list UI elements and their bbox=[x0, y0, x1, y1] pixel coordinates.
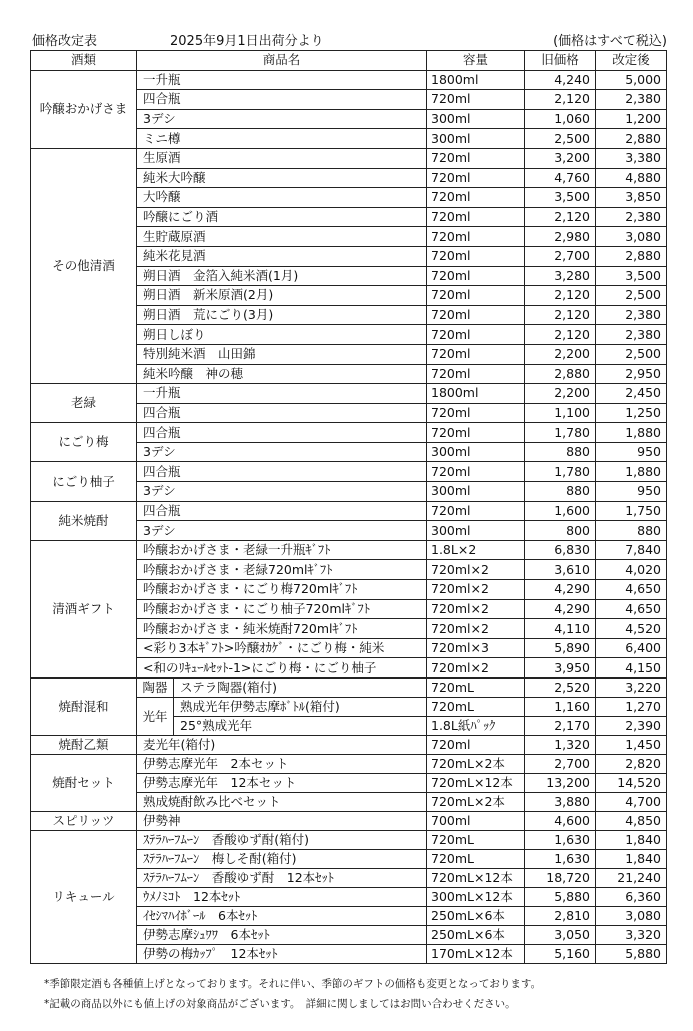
table-row bbox=[31, 812, 667, 831]
old-price-cell: 2,200 bbox=[525, 344, 596, 364]
volume-cell: 720ml bbox=[427, 227, 525, 247]
product-name: 吟醸おかげさま・老緑一升瓶ｷﾞﾌﾄ bbox=[137, 540, 427, 560]
old-price-cell: 3,200 bbox=[525, 148, 596, 168]
new-price-cell: 4,850 bbox=[596, 812, 667, 831]
volume-cell: 300ml bbox=[427, 109, 525, 129]
old-price-cell: 4,240 bbox=[525, 70, 596, 90]
volume-cell: 1.8L×2 bbox=[427, 540, 525, 560]
new-price-cell: 3,500 bbox=[596, 266, 667, 286]
volume-cell: 700ml bbox=[427, 812, 525, 831]
volume-cell: 720ml bbox=[427, 462, 525, 482]
new-price-cell: 1,200 bbox=[596, 109, 667, 129]
new-price-cell: 2,380 bbox=[596, 325, 667, 345]
product-name: 特別純米酒 山田錦 bbox=[137, 344, 427, 364]
new-price-cell: 7,840 bbox=[596, 540, 667, 560]
product-name: <和のﾘｷｭｰﾙｾｯﾄ-1>にごり梅・にごり柚子 bbox=[137, 658, 427, 678]
volume-cell: 720mL×2本 bbox=[427, 755, 525, 774]
old-price-cell: 1,160 bbox=[525, 698, 596, 717]
volume-cell: 1800ml bbox=[427, 384, 525, 404]
old-price-cell: 1,630 bbox=[525, 850, 596, 869]
product-name: 純米吟醸 神の穂 bbox=[137, 364, 427, 384]
old-price-cell: 5,160 bbox=[525, 945, 596, 964]
new-price-cell: 1,270 bbox=[596, 698, 667, 717]
old-price-cell: 1,780 bbox=[525, 423, 596, 443]
old-price-cell: 1,600 bbox=[525, 501, 596, 521]
old-price-cell: 4,290 bbox=[525, 580, 596, 600]
product-name: 四合瓶 bbox=[137, 462, 427, 482]
volume-cell: 720mL bbox=[427, 679, 525, 698]
new-price-cell: 5,000 bbox=[596, 70, 667, 90]
subcategory-cell: 光年 bbox=[137, 698, 174, 736]
volume-cell: 300ml bbox=[427, 482, 525, 502]
category-cell: 焼酎セット bbox=[31, 755, 137, 812]
product-name: 四合瓶 bbox=[137, 501, 427, 521]
new-price-cell: 2,880 bbox=[596, 129, 667, 149]
old-price-cell: 2,810 bbox=[525, 907, 596, 926]
old-price-cell: 2,200 bbox=[525, 384, 596, 404]
volume-cell: 720ml bbox=[427, 286, 525, 306]
old-price-cell: 13,200 bbox=[525, 774, 596, 793]
product-name: ｲｾｼﾏﾊｲﾎﾞｰﾙ 6本ｾｯﾄ bbox=[137, 907, 427, 926]
category-cell: リキュール bbox=[31, 831, 137, 964]
category-cell: にごり梅 bbox=[31, 423, 137, 462]
old-price-cell: 5,880 bbox=[525, 888, 596, 907]
new-price-cell: 3,850 bbox=[596, 188, 667, 208]
column-header-product: 商品名 bbox=[137, 51, 427, 71]
new-price-cell: 1,750 bbox=[596, 501, 667, 521]
volume-cell: 720ml×2 bbox=[427, 619, 525, 639]
product-name: 3デシ bbox=[137, 109, 427, 129]
product-name: 四合瓶 bbox=[137, 403, 427, 423]
old-price-cell: 5,890 bbox=[525, 638, 596, 658]
new-price-cell: 1,250 bbox=[596, 403, 667, 423]
volume-cell: 720ml bbox=[427, 266, 525, 286]
old-price-cell: 2,120 bbox=[525, 305, 596, 325]
volume-cell: 720ml×2 bbox=[427, 658, 525, 678]
category-cell: スピリッツ bbox=[31, 812, 137, 831]
new-price-cell: 4,880 bbox=[596, 168, 667, 188]
product-name: ｽﾃﾗﾊｰﾌﾑｰﾝ 香酸ゆず酎(箱付) bbox=[137, 831, 427, 850]
product-name: 熟成焼酎飲み比べセット bbox=[137, 793, 427, 812]
old-price-cell: 1,060 bbox=[525, 109, 596, 129]
product-name: 伊勢の梅ｶｯﾌﾟ 12本ｾｯﾄ bbox=[137, 945, 427, 964]
old-price-cell: 3,280 bbox=[525, 266, 596, 286]
old-price-cell: 4,110 bbox=[525, 619, 596, 639]
table-row bbox=[31, 755, 667, 774]
product-name: 伊勢志摩ｼｭﾜﾜ 6本ｾｯﾄ bbox=[137, 926, 427, 945]
product-name: 吟醸おかげさま・老緑720mlｷﾞﾌﾄ bbox=[137, 560, 427, 580]
product-name: 朔日酒 新米原酒(2月) bbox=[137, 286, 427, 306]
volume-cell: 1.8L紙ﾊﾟｯｸ bbox=[427, 717, 525, 736]
old-price-cell: 2,120 bbox=[525, 325, 596, 345]
product-name: 吟醸おかげさま・にごり柚子720mlｷﾞﾌﾄ bbox=[137, 599, 427, 619]
volume-cell: 720ml×2 bbox=[427, 599, 525, 619]
category-cell: にごり柚子 bbox=[31, 462, 137, 501]
category-cell: 清酒ギフト bbox=[31, 540, 137, 677]
category-cell: 焼酎乙類 bbox=[31, 736, 137, 755]
product-name: 朔日しぼり bbox=[137, 325, 427, 345]
volume-cell: 720mL bbox=[427, 850, 525, 869]
old-price-cell: 3,950 bbox=[525, 658, 596, 678]
old-price-cell: 2,520 bbox=[525, 679, 596, 698]
new-price-cell: 2,820 bbox=[596, 755, 667, 774]
new-price-cell: 1,880 bbox=[596, 423, 667, 443]
volume-cell: 720ml bbox=[427, 403, 525, 423]
volume-cell: 250mL×6本 bbox=[427, 926, 525, 945]
volume-cell: 720ml bbox=[427, 736, 525, 755]
product-name: 吟醸おかげさま・にごり梅720mlｷﾞﾌﾄ bbox=[137, 580, 427, 600]
category-cell: 老緑 bbox=[31, 384, 137, 423]
old-price-cell: 2,880 bbox=[525, 364, 596, 384]
volume-cell: 720ml bbox=[427, 148, 525, 168]
category-cell: 純米焼酎 bbox=[31, 501, 137, 540]
old-price-cell: 2,170 bbox=[525, 717, 596, 736]
volume-cell: 720ml×3 bbox=[427, 638, 525, 658]
old-price-cell: 1,320 bbox=[525, 736, 596, 755]
new-price-cell: 2,390 bbox=[596, 717, 667, 736]
category-cell: 焼酎混和 bbox=[31, 679, 137, 736]
volume-cell: 720ml bbox=[427, 168, 525, 188]
new-price-cell: 950 bbox=[596, 482, 667, 502]
product-name: 朔日酒 金箔入純米酒(1月) bbox=[137, 266, 427, 286]
old-price-cell: 2,120 bbox=[525, 207, 596, 227]
table-row bbox=[31, 70, 667, 90]
product-name: ｳﾒﾉﾐｺﾄ 12本ｾｯﾄ bbox=[137, 888, 427, 907]
new-price-cell: 4,700 bbox=[596, 793, 667, 812]
volume-cell: 300ml bbox=[427, 442, 525, 462]
volume-cell: 300ml bbox=[427, 521, 525, 541]
table-row bbox=[31, 831, 667, 850]
price-table-spirits bbox=[30, 678, 667, 964]
table-header-row bbox=[31, 51, 667, 71]
product-name: 伊勢志摩光年 12本セット bbox=[137, 774, 427, 793]
price-table-spirits-body bbox=[31, 679, 667, 964]
old-price-cell: 2,120 bbox=[525, 286, 596, 306]
column-header-volume: 容量 bbox=[427, 51, 525, 71]
old-price-cell: 18,720 bbox=[525, 869, 596, 888]
old-price-cell: 1,780 bbox=[525, 462, 596, 482]
new-price-cell: 2,950 bbox=[596, 364, 667, 384]
product-name: 純米大吟醸 bbox=[137, 168, 427, 188]
old-price-cell: 1,100 bbox=[525, 403, 596, 423]
new-price-cell: 4,020 bbox=[596, 560, 667, 580]
product-name: 生原酒 bbox=[137, 148, 427, 168]
product-name: 3デシ bbox=[137, 521, 427, 541]
product-name: 吟醸にごり酒 bbox=[137, 207, 427, 227]
volume-cell: 720mL×12本 bbox=[427, 869, 525, 888]
category-cell: 吟醸おかげさま bbox=[31, 70, 137, 148]
volume-cell: 1800ml bbox=[427, 70, 525, 90]
new-price-cell: 1,840 bbox=[596, 850, 667, 869]
old-price-cell: 2,700 bbox=[525, 246, 596, 266]
old-price-cell: 4,760 bbox=[525, 168, 596, 188]
category-cell: その他清酒 bbox=[31, 148, 137, 383]
new-price-cell: 21,240 bbox=[596, 869, 667, 888]
product-name: ステラ陶器(箱付) bbox=[174, 679, 427, 698]
product-name: 一升瓶 bbox=[137, 70, 427, 90]
volume-cell: 300ml bbox=[427, 129, 525, 149]
new-price-cell: 1,840 bbox=[596, 831, 667, 850]
table-row bbox=[31, 736, 667, 755]
column-header-new-price: 改定後 bbox=[596, 51, 667, 71]
price-table-main-body bbox=[31, 70, 667, 677]
new-price-cell: 2,880 bbox=[596, 246, 667, 266]
volume-cell: 720ml bbox=[427, 188, 525, 208]
volume-cell: 300mL×12本 bbox=[427, 888, 525, 907]
price-table-main bbox=[30, 50, 667, 678]
volume-cell: 720mL bbox=[427, 831, 525, 850]
old-price-cell: 2,500 bbox=[525, 129, 596, 149]
new-price-cell: 2,380 bbox=[596, 90, 667, 110]
volume-cell: 720mL×2本 bbox=[427, 793, 525, 812]
table-row bbox=[31, 423, 667, 443]
old-price-cell: 880 bbox=[525, 482, 596, 502]
product-name: ｽﾃﾗﾊｰﾌﾑｰﾝ 梅しそ酎(箱付) bbox=[137, 850, 427, 869]
volume-cell: 720mL bbox=[427, 698, 525, 717]
new-price-cell: 2,500 bbox=[596, 286, 667, 306]
product-name: 伊勢志摩光年 2本セット bbox=[137, 755, 427, 774]
old-price-cell: 3,880 bbox=[525, 793, 596, 812]
product-name: 3デシ bbox=[137, 482, 427, 502]
table-row bbox=[31, 384, 667, 404]
product-name: ミニ樽 bbox=[137, 129, 427, 149]
new-price-cell: 6,360 bbox=[596, 888, 667, 907]
volume-cell: 720ml bbox=[427, 364, 525, 384]
volume-cell: 720ml bbox=[427, 90, 525, 110]
subcategory-cell: 陶器 bbox=[137, 679, 174, 698]
volume-cell: 170mL×12本 bbox=[427, 945, 525, 964]
old-price-cell: 1,630 bbox=[525, 831, 596, 850]
old-price-cell: 2,700 bbox=[525, 755, 596, 774]
tax-note: (価格はすべて税込) bbox=[553, 34, 667, 49]
volume-cell: 720ml bbox=[427, 344, 525, 364]
old-price-cell: 3,610 bbox=[525, 560, 596, 580]
product-name: 麦光年(箱付) bbox=[137, 736, 427, 755]
old-price-cell: 3,050 bbox=[525, 926, 596, 945]
new-price-cell: 950 bbox=[596, 442, 667, 462]
new-price-cell: 3,080 bbox=[596, 227, 667, 247]
old-price-cell: 800 bbox=[525, 521, 596, 541]
product-name: 朔日酒 荒にごり(3月) bbox=[137, 305, 427, 325]
product-name: 熟成光年伊勢志摩ﾎﾞﾄﾙ(箱付) bbox=[174, 698, 427, 717]
volume-cell: 720ml bbox=[427, 246, 525, 266]
table-row bbox=[31, 540, 667, 560]
volume-cell: 720ml bbox=[427, 305, 525, 325]
new-price-cell: 4,650 bbox=[596, 599, 667, 619]
new-price-cell: 1,450 bbox=[596, 736, 667, 755]
table-row bbox=[31, 148, 667, 168]
product-name: 25°熟成光年 bbox=[174, 717, 427, 736]
new-price-cell: 14,520 bbox=[596, 774, 667, 793]
old-price-cell: 880 bbox=[525, 442, 596, 462]
product-name: 四合瓶 bbox=[137, 90, 427, 110]
product-name: 一升瓶 bbox=[137, 384, 427, 404]
new-price-cell: 3,320 bbox=[596, 926, 667, 945]
new-price-cell: 3,380 bbox=[596, 148, 667, 168]
footnote-other-items: *記載の商品以外にも値上げの対象商品がございます。 詳細に関しましてはお問い合わせください。 bbox=[44, 998, 516, 1010]
effective-date: 2025年9月1日出荷分より bbox=[170, 34, 324, 49]
new-price-cell: 2,500 bbox=[596, 344, 667, 364]
product-name: 吟醸おかげさま・純米焼酎720mlｷﾞﾌﾄ bbox=[137, 619, 427, 639]
document-title: 価格改定表 bbox=[32, 34, 98, 49]
new-price-cell: 2,380 bbox=[596, 207, 667, 227]
table-row bbox=[31, 501, 667, 521]
volume-cell: 720ml bbox=[427, 325, 525, 345]
old-price-cell: 2,980 bbox=[525, 227, 596, 247]
new-price-cell: 4,650 bbox=[596, 580, 667, 600]
old-price-cell: 6,830 bbox=[525, 540, 596, 560]
volume-cell: 250mL×6本 bbox=[427, 907, 525, 926]
product-name: 生貯蔵原酒 bbox=[137, 227, 427, 247]
old-price-cell: 2,120 bbox=[525, 90, 596, 110]
product-name: <彩り3本ｷﾞﾌﾄ>吟醸ｵｶｹﾞ・にごり梅・純米 bbox=[137, 638, 427, 658]
new-price-cell: 4,520 bbox=[596, 619, 667, 639]
old-price-cell: 3,500 bbox=[525, 188, 596, 208]
new-price-cell: 3,080 bbox=[596, 907, 667, 926]
new-price-cell: 2,450 bbox=[596, 384, 667, 404]
new-price-cell: 3,220 bbox=[596, 679, 667, 698]
volume-cell: 720ml bbox=[427, 207, 525, 227]
volume-cell: 720mL×12本 bbox=[427, 774, 525, 793]
old-price-cell: 4,290 bbox=[525, 599, 596, 619]
new-price-cell: 4,150 bbox=[596, 658, 667, 678]
new-price-cell: 880 bbox=[596, 521, 667, 541]
new-price-cell: 2,380 bbox=[596, 305, 667, 325]
volume-cell: 720ml×2 bbox=[427, 580, 525, 600]
product-name: ｽﾃﾗﾊｰﾌﾑｰﾝ 香酸ゆず酎 12本ｾｯﾄ bbox=[137, 869, 427, 888]
column-header-old-price: 旧価格 bbox=[525, 51, 596, 71]
volume-cell: 720ml bbox=[427, 501, 525, 521]
product-name: 伊勢神 bbox=[137, 812, 427, 831]
new-price-cell: 1,880 bbox=[596, 462, 667, 482]
product-name: 純米花見酒 bbox=[137, 246, 427, 266]
table-row bbox=[31, 462, 667, 482]
table-row bbox=[31, 679, 667, 698]
footnote-seasonal: *季節限定酒も各種値上げとなっております。それに伴い、季節のギフトの価格も変更となっております。 bbox=[44, 978, 542, 990]
volume-cell: 720ml bbox=[427, 423, 525, 443]
product-name: 3デシ bbox=[137, 442, 427, 462]
old-price-cell: 4,600 bbox=[525, 812, 596, 831]
product-name: 四合瓶 bbox=[137, 423, 427, 443]
new-price-cell: 6,400 bbox=[596, 638, 667, 658]
product-name: 大吟醸 bbox=[137, 188, 427, 208]
column-header-category: 酒類 bbox=[31, 51, 137, 71]
volume-cell: 720ml×2 bbox=[427, 560, 525, 580]
new-price-cell: 5,880 bbox=[596, 945, 667, 964]
